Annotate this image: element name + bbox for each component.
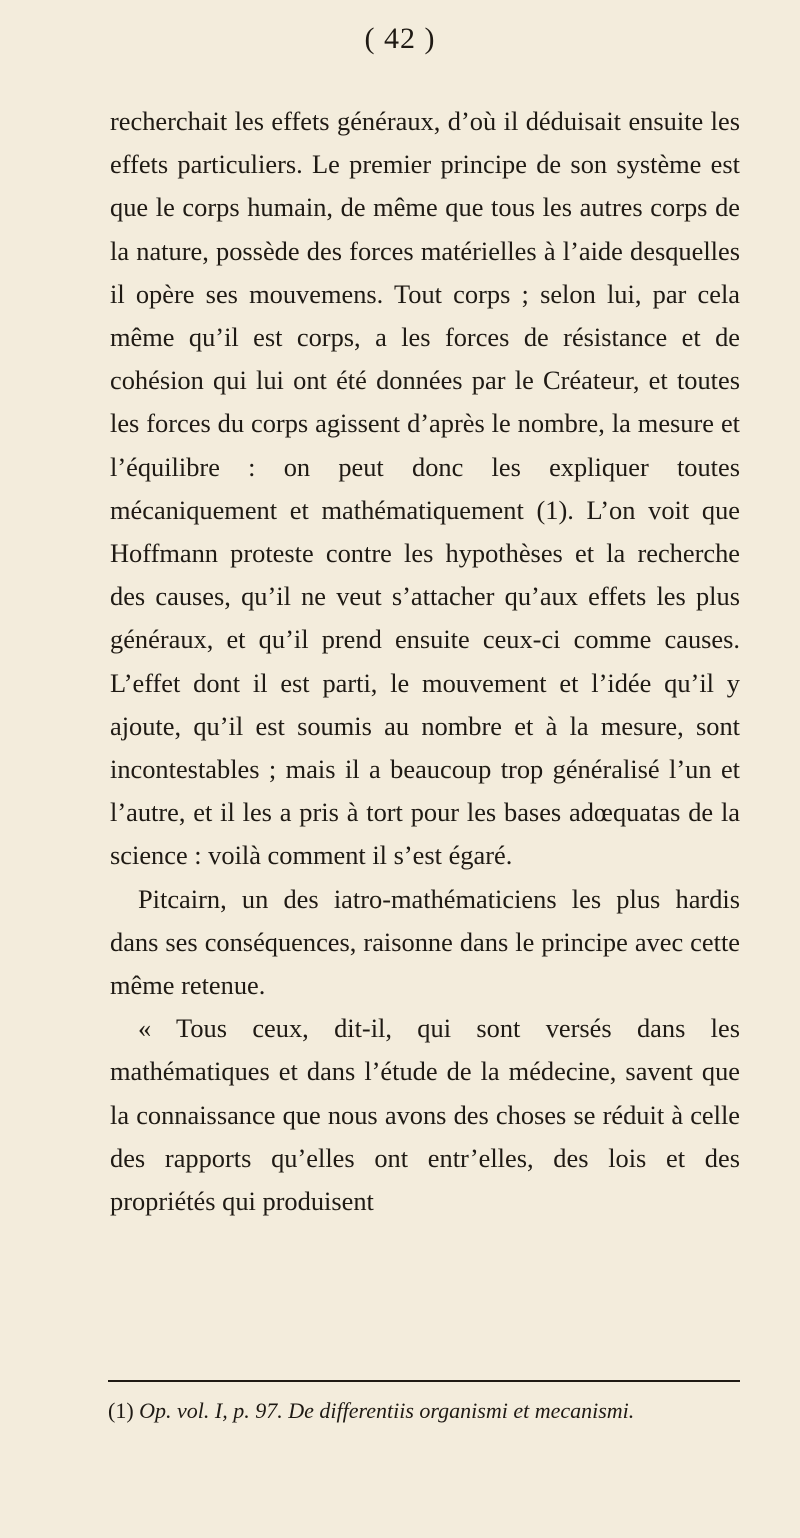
footnote-separator [108, 1380, 740, 1382]
body-text [110, 100, 740, 1223]
footnote [108, 1396, 740, 1426]
paragraph-1: recherchait les effets généraux, d’où il déduisait ensuite les effets particuliers. Le premier principe de son système est que le corps humain, de même que tous les autres corps de la nature, possède des forces matérielles à l’aide desquelles il opère ses mouvemens. Tout corps ; selon lui, par cela même qu’il est corps, a les forces de résistance et de cohésion qui lui ont été données par le Créateur, et toutes les forces du corps agissent d’après le nombre, la mesure et l’équilibre : on peut donc les expliquer toutes mécaniquement et mathématiquement (1). L’on voit que Hoffmann proteste contre les hypothèses et la recherche des causes, qu’il ne veut s’attacher qu’aux effets les plus généraux, et qu’il prend ensuite ceux-ci comme causes. L’effet dont il est parti, le mouvement et l’idée qu’il y ajoute, qu’il est soumis au nombre et à la mesure, sont incontestables ; mais il a beaucoup trop généralisé l’un et l’autre, et il les a pris à tort pour les bases adœquatas de la science : voilà comment il s’est égaré. [110, 106, 740, 871]
paragraph-3: « Tous ceux, dit-il, qui sont versés dans les mathématiques et dans l’étude de la médecine, savent que la connaissance que nous avons des choses se réduit à celle des rapports qu’elles ont entr’elles, des lois et des propriétés qui produisent [110, 1013, 740, 1217]
page-number: ( 42 ) [364, 22, 436, 55]
footnote-title: De differentiis organismi et mecanismi. [288, 1398, 635, 1423]
paragraph-2: Pitcairn, un des iatro-mathématiciens les plus hardis dans ses conséquences, raisonne dans le principe avec cette même retenue. [110, 883, 740, 1001]
footnote-ref: Op. vol. I, p. 97. [139, 1398, 283, 1423]
footnote-marker: (1) [108, 1398, 134, 1423]
